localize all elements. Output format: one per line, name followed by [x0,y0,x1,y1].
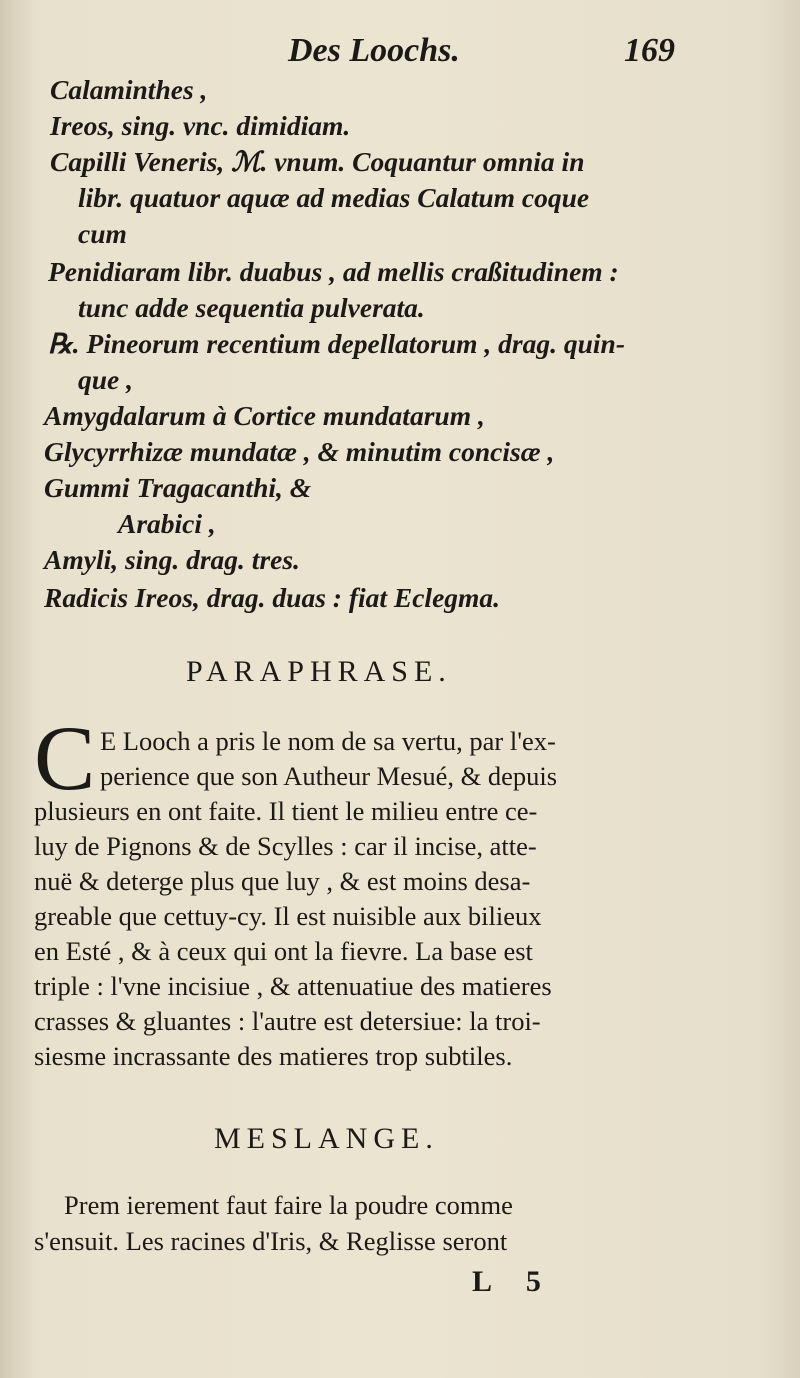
paraphrase-line: greable que cettuy-cy. Il est nuisible aux bilieux [34,901,542,931]
paraphrase-line: crasses & gluantes : l'autre est detersiue: la troi- [34,1006,541,1036]
signature-mark: L 5 [472,1265,555,1298]
recipe-line: Radicis Ireos, drag. duas : fiat Eclegma. [44,582,501,613]
drop-cap: C [34,707,96,809]
recipe-line: Glycyrrhizæ mundatæ , & minutim concisæ , [44,436,555,467]
paraphrase-heading: PARAPHRASE. [186,655,452,688]
recipe-line: Amygdalarum à Cortice mundatarum , [44,400,485,431]
recipe-line: Penidiaram libr. duabus , ad mellis craßitudinem : [48,256,619,287]
recipe-line: Arabici , [118,508,216,539]
meslange-heading: MESLANGE. [214,1122,439,1155]
recipe-line: ℞. Pineorum recentium depellatorum , drag. quin- [48,328,625,359]
recipe-line: Ireos, sing. vnc. dimidiam. [50,110,351,141]
running-title: Des Loochs. [288,32,460,69]
paraphrase-line: en Esté , & à ceux qui ont la fievre. La base est [34,936,533,966]
paraphrase-line: triple : l'vne incisiue , & attenuatiue des matieres [34,971,552,1001]
paraphrase-line: siesme incrassante des matieres trop subtiles. [34,1041,513,1071]
paraphrase-line: perience que son Autheur Mesué, & depuis [100,761,558,791]
meslange-line: Prem ierement faut faire la poudre comme [64,1190,513,1220]
paraphrase-line: plusieurs en ont faite. Il tient le milieu entre ce- [34,796,538,826]
paraphrase-line: luy de Pignons & de Scylles : car il incise, atte- [34,831,537,861]
recipe-line: Capilli Veneris, ℳ. vnum. Coquantur omnia in [50,146,585,177]
recipe-line: Amyli, sing. drag. tres. [44,544,300,575]
recipe-line: Calaminthes , [50,74,208,105]
meslange-line: s'ensuit. Les racines d'Iris, & Reglisse seront [34,1226,508,1256]
page-number: 169 [624,32,675,69]
recipe-line: tunc adde sequentia pulverata. [78,292,425,323]
recipe-line: Gummi Tragacanthi, & [44,472,312,503]
recipe-line: libr. quatuor aquæ ad medias Calatum coque [78,182,590,213]
recipe-line: que , [78,364,133,395]
paraphrase-line: E Looch a pris le nom de sa vertu, par l'ex- [100,726,556,756]
recipe-line: cum [78,218,127,249]
paraphrase-line: nuë & deterge plus que luy , & est moins desa- [34,866,531,896]
